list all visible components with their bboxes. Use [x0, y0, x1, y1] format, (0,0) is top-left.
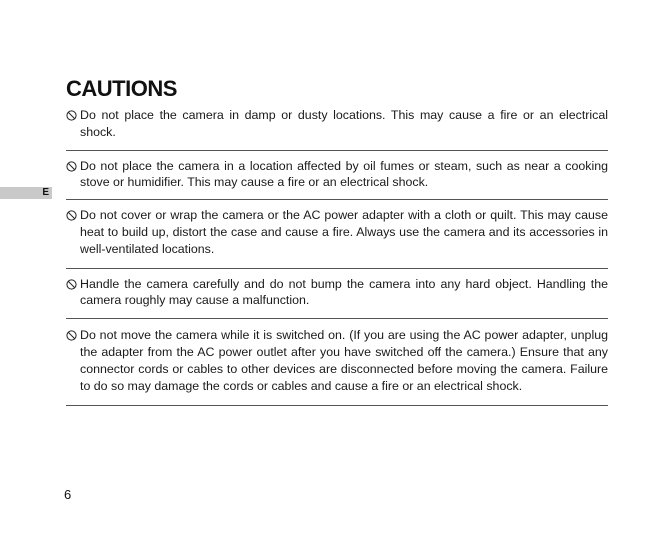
- caution-text: Do not cover or wrap the camera or the AC power adapter with a cloth or quilt. This may cause heat to build up, distort the case and cause a fire. Always use the camera and its accessories in well-ventilated locations.: [80, 208, 608, 256]
- page-number: 6: [64, 487, 72, 502]
- divider: [66, 150, 608, 151]
- caution-text: Handle the camera carefully and do not bump the camera into any hard object. Handling the camera roughly may cause a malfunction.: [80, 276, 608, 308]
- language-tab: E: [0, 187, 52, 199]
- prohibited-icon: [66, 279, 77, 290]
- caution-item: [66, 158, 608, 192]
- divider: [66, 268, 608, 269]
- prohibited-icon: [66, 330, 77, 341]
- divider: [66, 199, 608, 200]
- caution-item: [66, 207, 608, 257]
- caution-text: Do not move the camera while it is switched on. (If you are using the AC power adapter, unplug the adapter from the AC power outlet after you have switched off the camera.) Ensure that any connector cords or cables to other devices are disconnected before moving the camera. Failure to do so may damage the cords or cables and cause a fire or an electrical shock.: [80, 328, 608, 393]
- caution-text: Do not place the camera in a location affected by oil fumes or steam, such as near a cooking stove or humidifier. This may cause a fire or an electrical shock.: [80, 158, 608, 190]
- cautions-list: [66, 107, 608, 406]
- prohibited-icon: [66, 110, 77, 121]
- caution-item: [66, 327, 608, 394]
- page-title: CAUTIONS: [66, 76, 177, 101]
- prohibited-icon: [66, 161, 77, 172]
- caution-text: Do not place the camera in damp or dusty locations. This may cause a fire or an electrical shock.: [80, 108, 608, 139]
- divider: [66, 318, 608, 319]
- caution-item: [66, 107, 608, 141]
- caution-item: [66, 276, 608, 310]
- divider: [66, 405, 608, 406]
- prohibited-icon: [66, 210, 77, 221]
